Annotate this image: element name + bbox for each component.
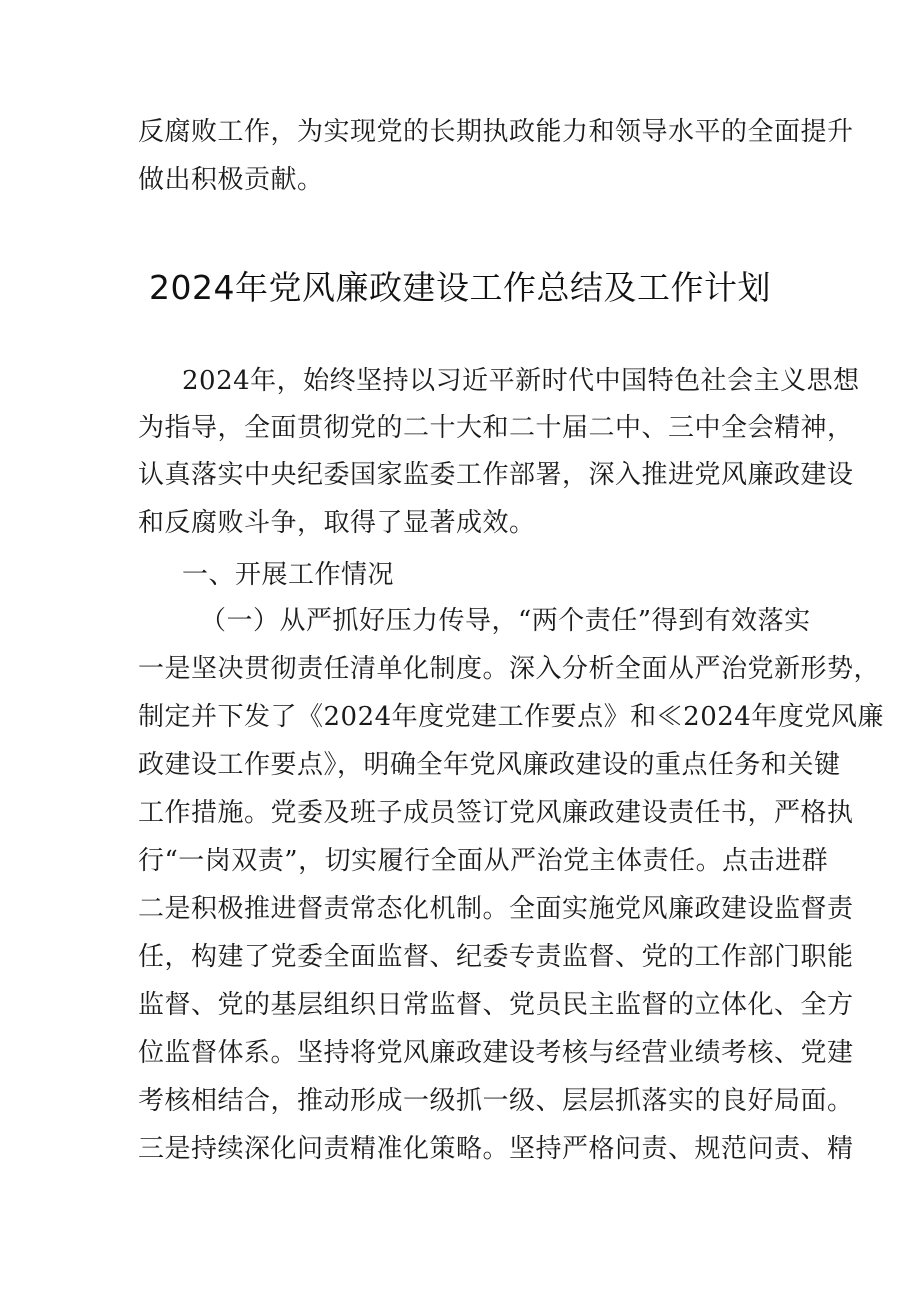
body-line-2: 制定并下发了《2024年度党建工作要点》和≪2024年度党风廉: [138, 702, 884, 732]
body-line-6: 二是积极推进督责常态化机制。全面实施党风廉政建设监督责: [138, 894, 854, 924]
body-line-4: 工作措施。党委及班子成员签订党风廉政建设责任书，严格执: [138, 798, 854, 828]
intro-line-2: 为指导，全面贯彻党的二十大和二十届二中、三中全会精神，: [138, 413, 854, 443]
body-line-7: 任，构建了党委全面监督、纪委专责监督、党的工作部门职能: [138, 942, 854, 972]
body-line-10: 考核相结合，推动形成一级抓一级、层层抓落实的良好局面。: [138, 1086, 854, 1116]
continuation-line-2: 做出积极贡献。: [138, 165, 324, 195]
body-line-9: 位监督体系。坚持将党风廉政建设考核与经营业绩考核、党建: [138, 1038, 854, 1068]
intro-line-4: 和反腐败斗争，取得了显著成效。: [138, 508, 536, 538]
body-line-5: 行“一岗双责”，切实履行全面从严治党主体责任。点击进群: [138, 846, 829, 876]
document-title: 2024年党风廉政建设工作总结及工作计划: [149, 268, 771, 307]
intro-line-3: 认真落实中央纪委国家监委工作部署，深入推进党风廉政建设: [138, 460, 854, 490]
section-heading: 一、开展工作情况: [182, 560, 395, 590]
body-line-11: 三是持续深化问责精准化策略。坚持严格问责、规范问责、精: [138, 1134, 854, 1164]
body-line-1: 一是坚决贯彻责任清单化制度。深入分析全面从严治党新形势，: [138, 654, 881, 684]
intro-line-1: 2024年，始终坚持以习近平新时代中国特色社会主义思想: [182, 366, 860, 396]
body-line-3: 政建设工作要点》，明确全年党风廉政建设的重点任务和关键: [138, 750, 841, 780]
body-line-8: 监督、党的基层组织日常监督、党员民主监督的立体化、全方: [138, 990, 854, 1020]
subsection-heading: （一）从严抓好压力传导，“两个责任”得到有效落实: [200, 606, 811, 636]
continuation-line-1: 反腐败工作，为实现党的长期执政能力和领导水平的全面提升: [138, 117, 854, 147]
